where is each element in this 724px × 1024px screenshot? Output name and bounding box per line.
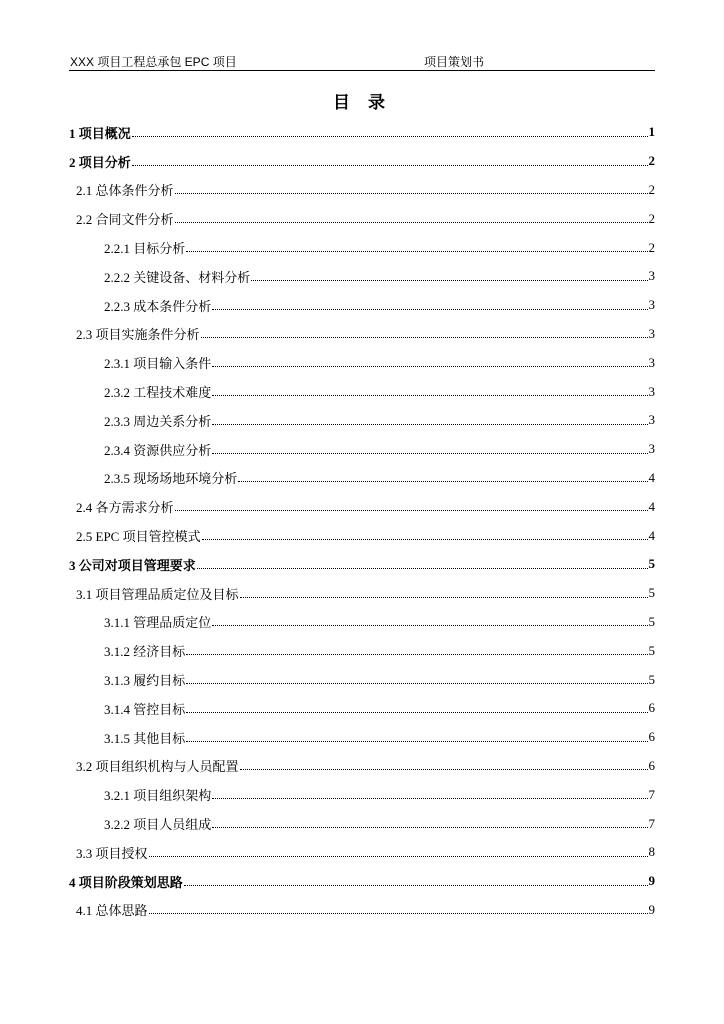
toc-entry[interactable] (69, 233, 655, 262)
toc-dot-leader (132, 165, 648, 166)
toc-page-number: 5 (648, 671, 655, 687)
toc-entry-text: 2.3 项目实施条件分析 (76, 327, 200, 343)
toc-entry[interactable] (69, 579, 655, 608)
toc-entry[interactable] (69, 291, 655, 320)
toc-entry-text: 3.2.1 项目组织架构 (104, 788, 212, 804)
toc-entry-text: 2.2 合同文件分析 (76, 212, 174, 228)
toc-entry[interactable] (69, 320, 655, 349)
toc-entry[interactable] (69, 780, 655, 809)
toc-dot-leader (186, 654, 647, 655)
toc-dot-leader (149, 856, 648, 857)
toc-entry[interactable] (69, 377, 655, 406)
toc-entry-text: 3.1.3 履约目标 (104, 673, 186, 689)
toc-entry-text: 3.1.2 经济目标 (104, 644, 186, 660)
toc-dot-leader (212, 827, 647, 828)
toc-entry[interactable] (69, 147, 655, 176)
toc-entry[interactable] (69, 636, 655, 665)
toc-dot-leader (186, 683, 647, 684)
toc-entry[interactable] (69, 435, 655, 464)
toc-page-number: 3 (648, 354, 655, 370)
toc-page-number: 6 (648, 757, 655, 773)
toc-entry-text: 2.3.3 周边关系分析 (104, 413, 212, 429)
toc-entry[interactable] (69, 752, 655, 781)
toc-page-number: 3 (648, 325, 655, 341)
toc-dot-leader (212, 395, 647, 396)
toc-page-number: 4 (648, 469, 655, 485)
toc-entry[interactable] (69, 521, 655, 550)
toc-entry[interactable] (69, 348, 655, 377)
toc-entry[interactable] (69, 204, 655, 233)
toc-dot-leader (240, 597, 648, 598)
toc-entry-text: 2.3.4 资源供应分析 (104, 442, 212, 458)
toc-entry[interactable] (69, 176, 655, 205)
toc-dot-leader (212, 366, 647, 367)
toc-page-number: 4 (648, 498, 655, 514)
toc-page-number: 7 (648, 815, 655, 831)
toc-entry[interactable] (69, 694, 655, 723)
toc-entry[interactable] (69, 867, 655, 896)
toc-page-number: 7 (648, 786, 655, 802)
toc-dot-leader (201, 337, 648, 338)
toc-entry-text: 3.3 项目授权 (76, 845, 148, 861)
toc-entry[interactable] (69, 665, 655, 694)
toc-dot-leader (132, 136, 648, 137)
toc-page-number: 3 (648, 383, 655, 399)
toc-entry-text: 2.3.1 项目输入条件 (104, 356, 212, 372)
toc-entry-text: 3.1.4 管控目标 (104, 701, 186, 717)
toc-entry-text: 2.4 各方需求分析 (76, 500, 174, 516)
toc-page-number: 2 (648, 210, 655, 226)
toc-entry[interactable] (69, 896, 655, 925)
table-of-contents (69, 118, 655, 924)
toc-dot-leader (251, 280, 647, 281)
toc-page-number: 3 (648, 412, 655, 428)
toc-dot-leader (186, 741, 647, 742)
toc-dot-leader (212, 453, 647, 454)
toc-entry-text: 3.1 项目管理品质定位及目标 (76, 586, 239, 602)
toc-dot-leader (184, 885, 648, 886)
toc-entry[interactable] (69, 118, 655, 147)
toc-page-number: 2 (648, 181, 655, 197)
toc-entry-text: 2.2.1 目标分析 (104, 241, 186, 257)
toc-entry-text: 4 项目阶段策划思路 (69, 874, 183, 890)
toc-page-number: 3 (648, 268, 655, 284)
toc-entry-text: 3.1.5 其他目标 (104, 730, 186, 746)
toc-page-number: 6 (648, 729, 655, 745)
toc-page-number: 5 (648, 642, 655, 658)
toc-page-number: 4 (648, 527, 655, 543)
toc-page-number: 5 (648, 585, 655, 601)
toc-page-number: 5 (648, 613, 655, 629)
toc-page-number: 9 (648, 873, 655, 889)
toc-entry-text: 3 公司对项目管理要求 (69, 557, 196, 573)
toc-dot-leader (197, 568, 648, 569)
toc-dot-leader (238, 481, 647, 482)
toc-page-number: 2 (648, 239, 655, 255)
toc-entry-text: 2.1 总体条件分析 (76, 183, 174, 199)
toc-entry[interactable] (69, 262, 655, 291)
toc-dot-leader (212, 798, 647, 799)
toc-entry-text: 1 项目概况 (69, 125, 131, 141)
toc-entry-text: 3.2 项目组织机构与人员配置 (76, 759, 239, 775)
toc-page-number: 6 (648, 700, 655, 716)
toc-dot-leader (240, 769, 648, 770)
toc-entry-text: 2.5 EPC 项目管控模式 (76, 529, 201, 545)
toc-dot-leader (212, 309, 647, 310)
toc-entry[interactable] (69, 809, 655, 838)
toc-entry[interactable] (69, 406, 655, 435)
toc-page-number: 3 (648, 297, 655, 313)
toc-entry[interactable] (69, 723, 655, 752)
toc-entry[interactable] (69, 464, 655, 493)
toc-entry-text: 3.1.1 管理品质定位 (104, 615, 212, 631)
header-document-type: 项目策划书 (424, 55, 485, 69)
toc-dot-leader (186, 251, 647, 252)
toc-dot-leader (212, 424, 647, 425)
toc-page-number: 5 (648, 556, 655, 572)
toc-entry-text: 2.3.2 工程技术难度 (104, 385, 212, 401)
toc-dot-leader (186, 712, 647, 713)
toc-page-number: 2 (648, 153, 655, 169)
toc-title: 目 录 (333, 93, 391, 113)
toc-entry[interactable] (69, 838, 655, 867)
toc-dot-leader (149, 913, 648, 914)
toc-entry[interactable] (69, 550, 655, 579)
page-header (69, 52, 655, 71)
toc-entry-text: 2 项目分析 (69, 154, 131, 170)
header-project-name: XXX 项目工程总承包 EPC 项目 (70, 55, 237, 69)
toc-dot-leader (212, 625, 647, 626)
toc-entry[interactable] (69, 492, 655, 521)
toc-entry-text: 2.3.5 现场场地环境分析 (104, 471, 238, 487)
toc-page-number: 8 (648, 844, 655, 860)
toc-page-number: 9 (648, 901, 655, 917)
toc-dot-leader (175, 193, 648, 194)
toc-entry[interactable] (69, 608, 655, 637)
toc-entry-text: 2.2.3 成本条件分析 (104, 298, 212, 314)
toc-page-number: 3 (648, 441, 655, 457)
toc-page-number: 1 (648, 124, 655, 140)
toc-dot-leader (175, 510, 648, 511)
toc-entry-text: 3.2.2 项目人员组成 (104, 817, 212, 833)
toc-entry-text: 4.1 总体思路 (76, 903, 148, 919)
toc-dot-leader (202, 539, 648, 540)
toc-entry-text: 2.2.2 关键设备、材料分析 (104, 269, 251, 285)
toc-dot-leader (175, 222, 648, 223)
